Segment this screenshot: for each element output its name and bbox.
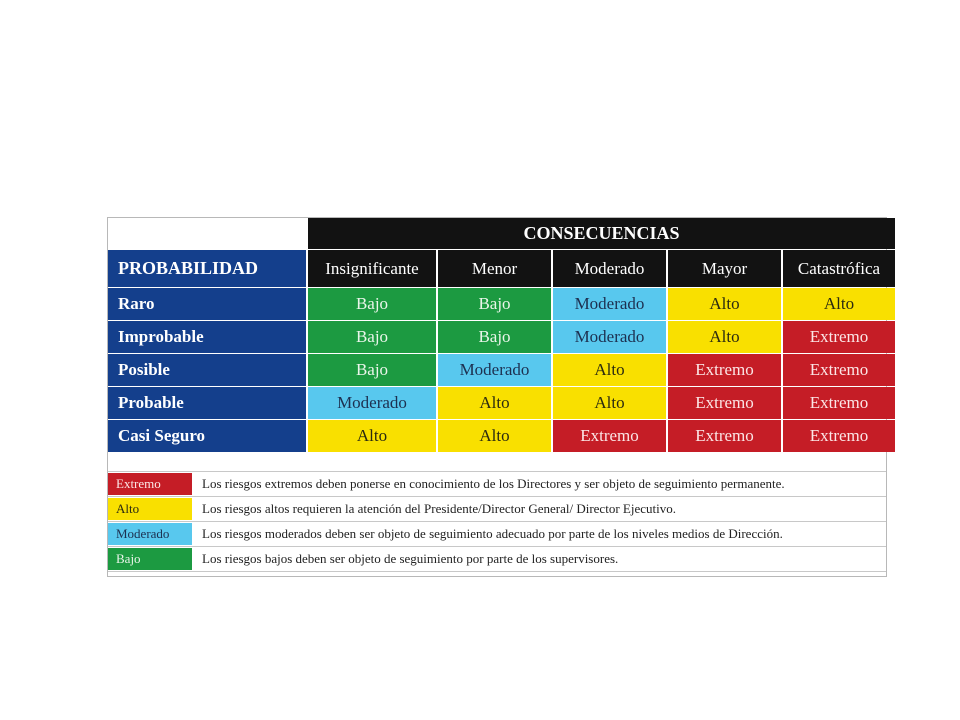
column-header-catastrofica: Catastrófica bbox=[783, 250, 895, 287]
risk-cell: Alto bbox=[553, 387, 666, 419]
risk-cell: Alto bbox=[668, 321, 781, 353]
risk-cell: Extremo bbox=[783, 387, 895, 419]
risk-cell: Alto bbox=[553, 354, 666, 386]
row-header-raro: Raro bbox=[108, 288, 306, 320]
row-header-improbable: Improbable bbox=[108, 321, 306, 353]
risk-cell: Alto bbox=[438, 387, 551, 419]
risk-cell: Extremo bbox=[553, 420, 666, 452]
row-header-posible: Posible bbox=[108, 354, 306, 386]
risk-cell: Bajo bbox=[438, 321, 551, 353]
legend-swatch: Moderado bbox=[108, 523, 192, 545]
column-header-mayor: Mayor bbox=[668, 250, 781, 287]
risk-matrix-grid bbox=[108, 218, 895, 452]
legend-row-extremo bbox=[108, 471, 886, 497]
risk-cell: Extremo bbox=[783, 354, 895, 386]
risk-legend bbox=[108, 471, 886, 572]
risk-cell: Moderado bbox=[553, 288, 666, 320]
column-header-insignificante: Insignificante bbox=[308, 250, 436, 287]
risk-cell: Extremo bbox=[668, 420, 781, 452]
legend-row-bajo bbox=[108, 547, 886, 572]
risk-cell: Extremo bbox=[668, 387, 781, 419]
risk-cell: Bajo bbox=[308, 288, 436, 320]
risk-cell: Moderado bbox=[438, 354, 551, 386]
risk-cell: Alto bbox=[783, 288, 895, 320]
consequences-header: CONSECUENCIAS bbox=[308, 218, 895, 249]
legend-row-alto bbox=[108, 497, 886, 522]
risk-cell: Alto bbox=[668, 288, 781, 320]
risk-cell: Bajo bbox=[308, 354, 436, 386]
risk-cell: Moderado bbox=[553, 321, 666, 353]
corner-blank bbox=[108, 218, 306, 249]
risk-cell: Extremo bbox=[783, 321, 895, 353]
legend-row-moderado bbox=[108, 522, 886, 547]
column-header-moderado: Moderado bbox=[553, 250, 666, 287]
legend-swatch: Alto bbox=[108, 498, 192, 520]
legend-description: Los riesgos bajos deben ser objeto de seguimiento por parte de los supervisores. bbox=[202, 551, 619, 566]
risk-cell: Moderado bbox=[308, 387, 436, 419]
risk-cell: Alto bbox=[308, 420, 436, 452]
risk-cell: Alto bbox=[438, 420, 551, 452]
risk-cell: Extremo bbox=[783, 420, 895, 452]
row-header-probable: Probable bbox=[108, 387, 306, 419]
legend-description: Los riesgos altos requieren la atención del Presidente/Director General/ Director Ejecutivo. bbox=[202, 501, 676, 516]
legend-swatch: Bajo bbox=[108, 548, 192, 570]
probability-header: PROBABILIDAD bbox=[108, 250, 306, 287]
risk-cell: Bajo bbox=[438, 288, 551, 320]
risk-matrix bbox=[107, 217, 887, 577]
legend-description: Los riesgos extremos deben ponerse en conocimiento de los Directores y ser objeto de seguimiento permanente. bbox=[202, 476, 785, 491]
legend-swatch: Extremo bbox=[108, 473, 192, 495]
column-header-menor: Menor bbox=[438, 250, 551, 287]
legend-description: Los riesgos moderados deben ser objeto de seguimiento adecuado por parte de los niveles medios de Dirección. bbox=[202, 526, 783, 541]
risk-cell: Bajo bbox=[308, 321, 436, 353]
row-header-casi-seguro: Casi Seguro bbox=[108, 420, 306, 452]
risk-cell: Extremo bbox=[668, 354, 781, 386]
